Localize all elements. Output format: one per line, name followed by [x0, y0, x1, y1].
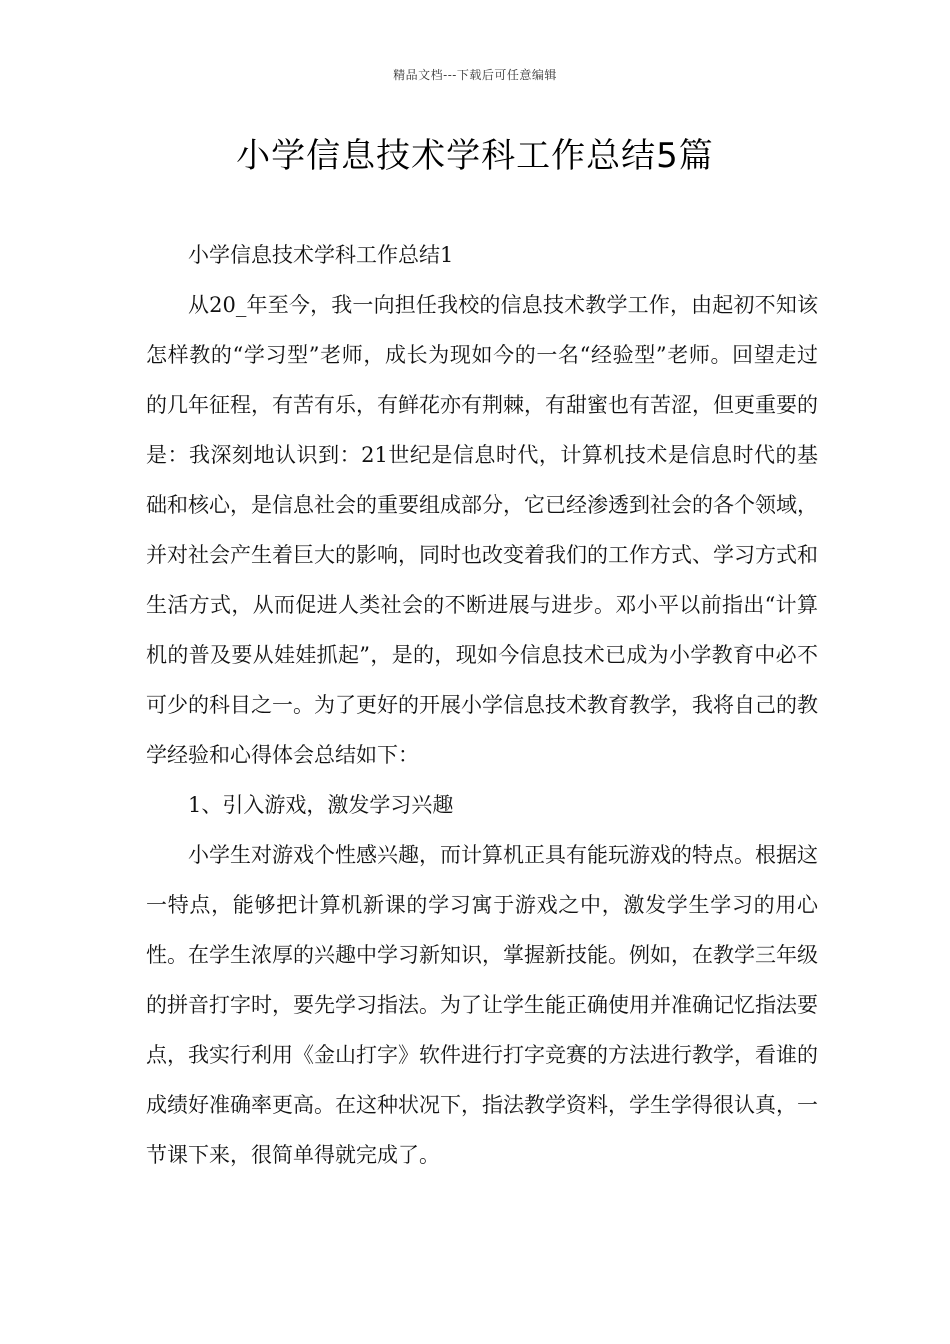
body-paragraph: 从20_年至今，我一向担任我校的信息技术教学工作，由起初不知该怎样教的“学习型”老师，成长为现如今的一名“经验型”老师。回望走过的几年征程，有苦有乐，有鲜花亦有荆棘，有甜蜜也有苦涩，但更重要的是：我深刻地认识到：21世纪是信息时代，计算机技术是信息时代的基础和核心，是信息社会的重要组成部分，它已经渗透到社会的各个领域，并对社会产生着巨大的影响，同时也改变着我们的工作方式、学习方式和生活方式，从而促进人类社会的不断进展与进步。邓小平以前指出“计算机的普及要从娃娃抓起”，是的，现如今信息技术已成为小学教育中必不可少的科目之一。为了更好的开展小学信息技术教育教学，我将自己的教学经验和心得体会总结如下：: [146, 293, 818, 767]
body-paragraph: 小学生对游戏个性感兴趣，而计算机正具有能玩游戏的特点。根据这一特点，能够把计算机新课的学习寓于游戏之中，激发学生学习的用心性。在学生浓厚的兴趣中学习新知识，掌握新技能。例如，在教学三年级的拼音打字时，要先学习指法。为了让学生能正确使用并准确记忆指法要点，我实行利用《金山打字》软件进行打字竞赛的方法进行教学，看谁的成绩好准确率更高。在这种状况下，指法教学资料，学生学得很认真，一节课下来，很简单得就完成了。: [146, 843, 818, 1167]
section-heading: 小学信息技术学科工作总结1: [188, 243, 454, 267]
header-note: 精品文档---下载后可任意编辑: [393, 68, 557, 82]
document-body: [146, 230, 818, 1180]
subsection-heading: 1、引入游戏，激发学习兴趣: [188, 793, 454, 817]
document-title: 小学信息技术学科工作总结5篇: [236, 136, 714, 176]
